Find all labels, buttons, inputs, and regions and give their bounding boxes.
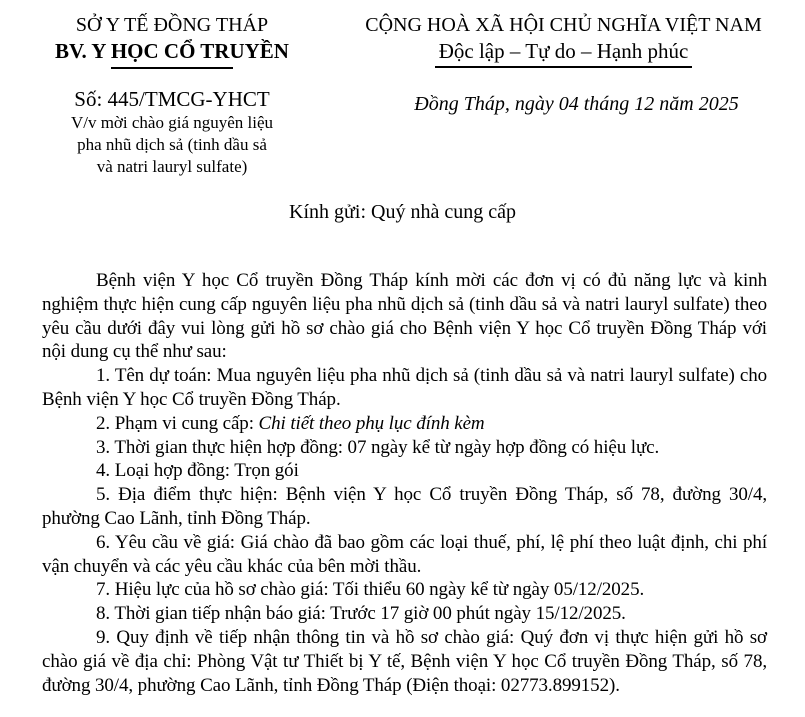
item-2-label: 2. Phạm vi cung cấp: bbox=[96, 412, 259, 434]
item-8: 8. Thời gian tiếp nhận báo giá: Trước 17 giờ 00 phút ngày 15/12/2025. bbox=[96, 603, 626, 625]
item-5: 5. Địa điểm thực hiện: Bệnh viện Y học Cổ truyền Đồng Tháp, số 78, đường 30/4, phường Cao Lãnh, tỉnh Đồng Tháp. bbox=[42, 484, 767, 529]
item-7: 7. Hiệu lực của hồ sơ chào giá: Tối thiểu 60 ngày kể từ ngày 05/12/2025. bbox=[96, 579, 645, 601]
date-place-line: Đồng Tháp, ngày 04 tháng 12 năm 2025 bbox=[414, 93, 739, 115]
item-2-detail: Chi tiết theo phụ lục đính kèm bbox=[258, 412, 485, 434]
item-1: 1. Tên dự toán: Mua nguyên liệu pha nhũ dịch sả (tinh dầu sả và natri lauryl sulfate) cho Bệnh viện Y học Cổ truyền Đồng Tháp. bbox=[42, 365, 767, 410]
item-9: 9. Quy định về tiếp nhận thông tin và hồ sơ chào giá: Quý đơn vị thực hiện gửi hồ sơ chào giá về địa chỉ: Phòng Vật tư Thiết bị Y tế, Bệnh viện Y học Cổ truyền Đồng Tháp, số 78, đường 30/4, phường Cao Lãnh, tỉnh Đồng Tháp (Điện thoại: 02773.899152). bbox=[42, 626, 767, 696]
national-title: CỘNG HOÀ XÃ HỘI CHỦ NGHĨA VIỆT NAM bbox=[365, 14, 762, 36]
org-name: BV. Y HỌC CỔ TRUYỀN bbox=[55, 39, 289, 63]
document-number: Số: 445/TMCG-YHCT bbox=[74, 87, 270, 111]
subject-line: V/v mời chào giá nguyên liệu bbox=[70, 113, 274, 132]
parent-org-name: SỞ Y TẾ ĐỒNG THÁP bbox=[75, 14, 269, 36]
letter-body bbox=[42, 269, 767, 697]
org-name-rule bbox=[111, 67, 233, 69]
national-header-block bbox=[340, 12, 787, 117]
subject-line: pha nhũ dịch sả (tinh dầu sả bbox=[77, 135, 267, 154]
item-2 bbox=[42, 412, 767, 436]
national-motto: Độc lập – Tự do – Hạnh phúc bbox=[435, 38, 693, 68]
item-4: 4. Loại hợp đồng: Trọn gói bbox=[96, 460, 299, 482]
issuing-org-block bbox=[22, 12, 322, 178]
subject-line: và natri lauryl sulfate) bbox=[96, 157, 248, 176]
document-header bbox=[0, 0, 805, 178]
intro-paragraph: Bệnh viện Y học Cổ truyền Đồng Tháp kính mời các đơn vị có đủ năng lực và kinh nghiệm thực hiện cung cấp nguyên liệu pha nhũ dịch sả (tinh dầu sả và natri lauryl sulfate) theo yêu cầu dưới đây vui lòng gửi hồ sơ chào giá cho Bệnh viện Y học Cổ truyền Đồng Tháp với nội dung cụ thể như sau: bbox=[42, 270, 767, 363]
salutation: Kính gửi: Quý nhà cung cấp bbox=[289, 201, 516, 223]
item-6: 6. Yêu cầu về giá: Giá chào đã bao gồm các loại thuế, phí, lệ phí theo luật định, chi phí vận chuyển và các yêu cầu khác của bên mời thầu. bbox=[42, 531, 767, 577]
item-3: 3. Thời gian thực hiện hợp đồng: 07 ngày kể từ ngày hợp đồng có hiệu lực. bbox=[96, 436, 660, 458]
